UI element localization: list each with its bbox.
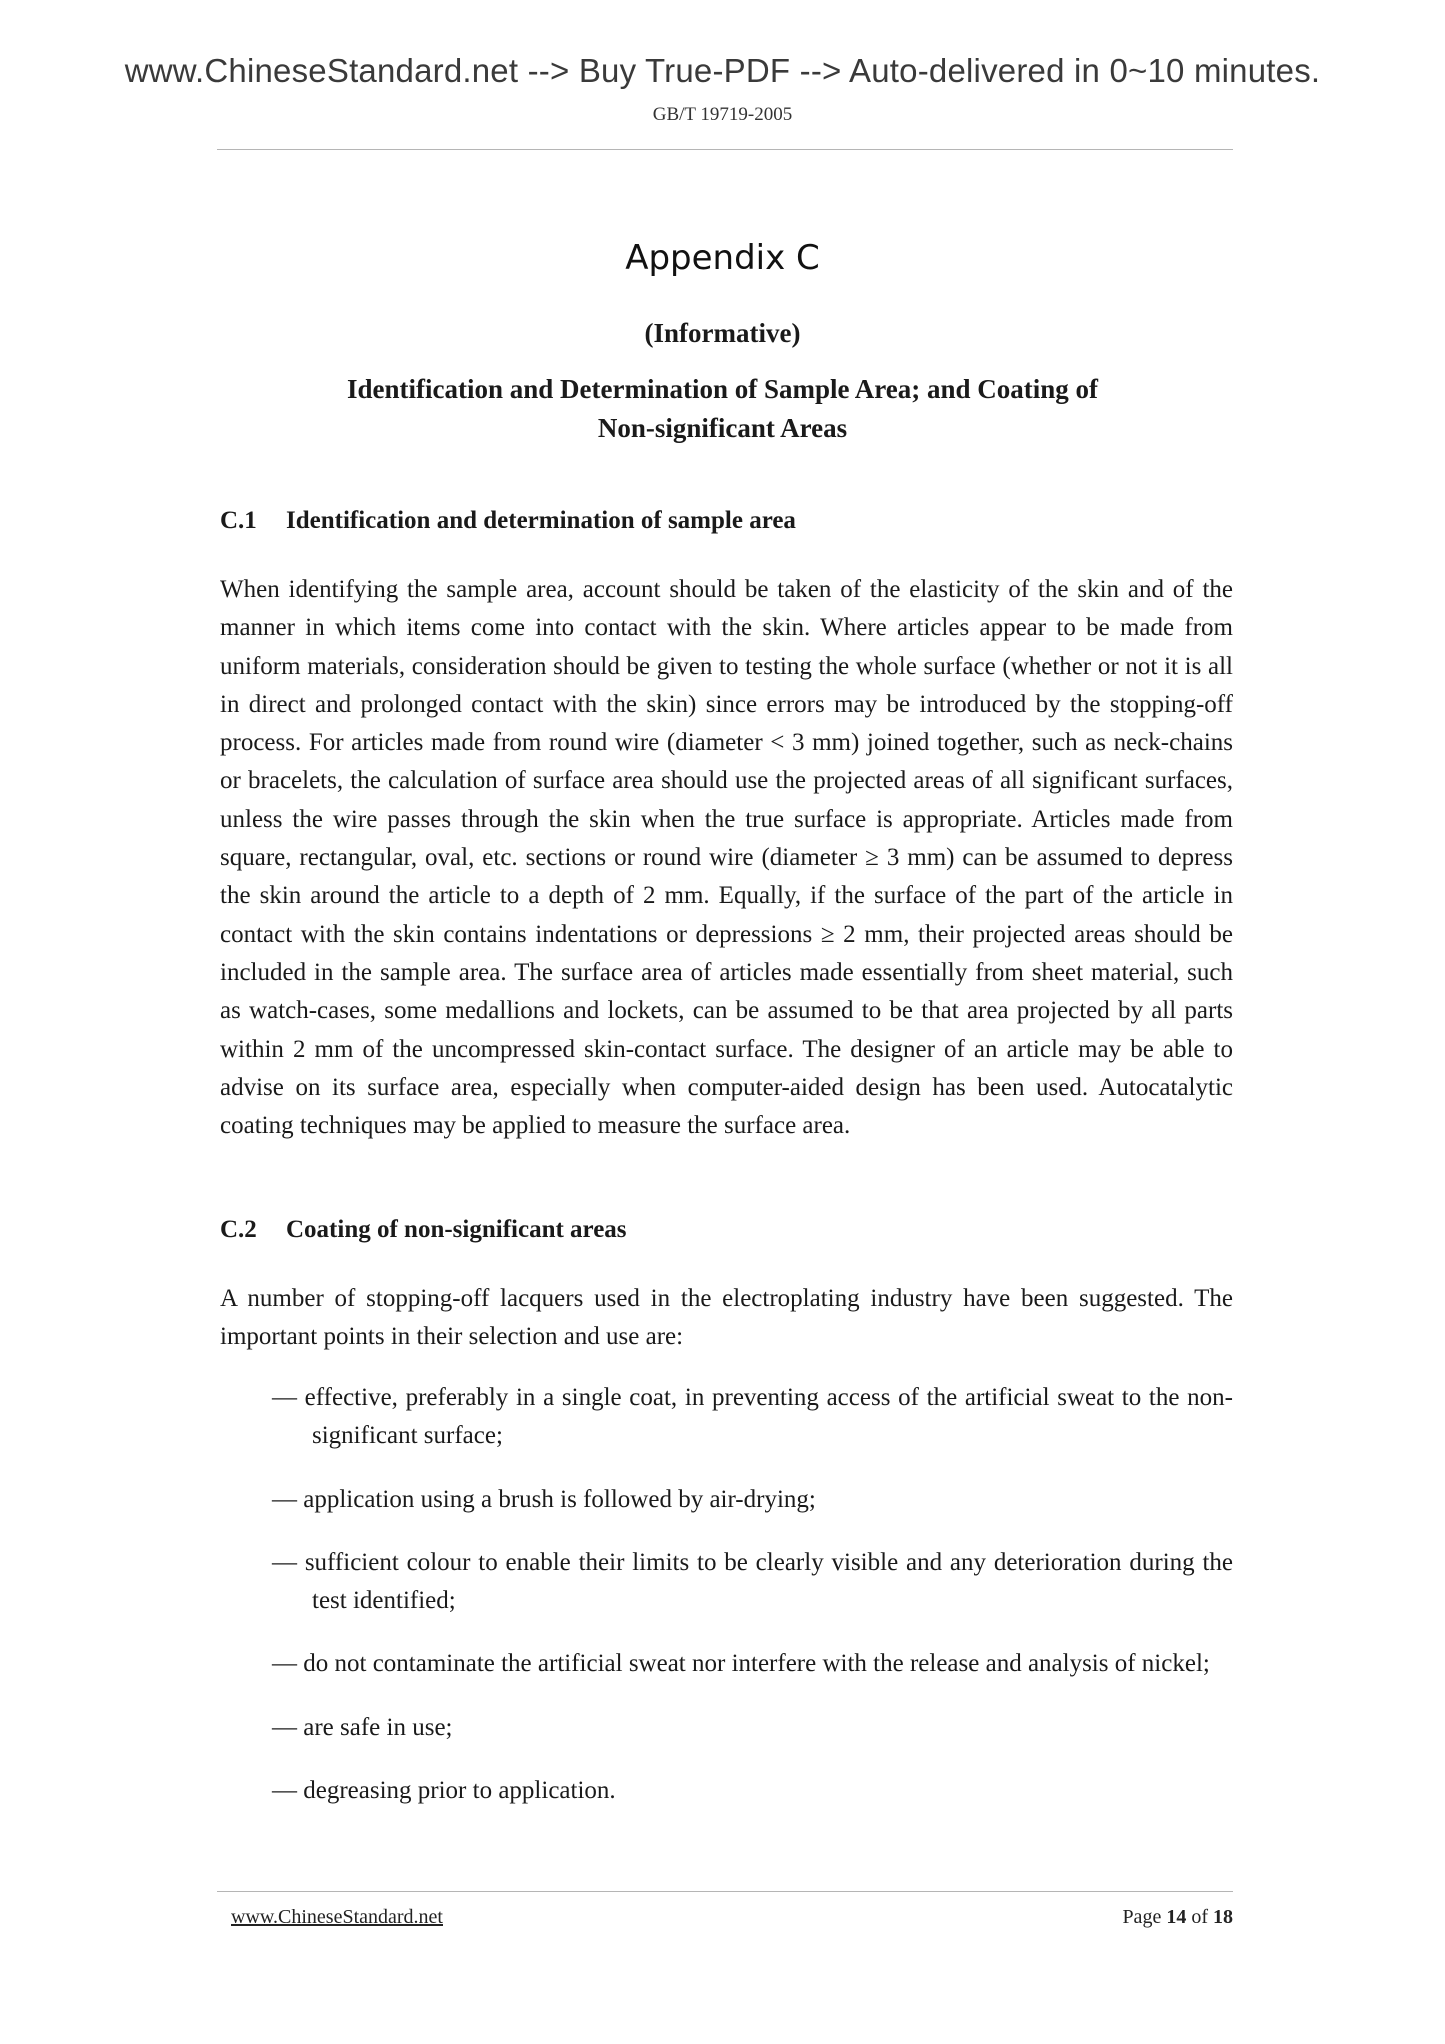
section-c2-paragraph: A number of stopping-off lacquers used in the electroplating industry have been suggested. The important points in their selection and use are: xyxy=(220,1285,1233,1351)
footer-website-link[interactable]: www.ChineseStandard.net xyxy=(231,1906,443,1928)
page-current: 14 xyxy=(1166,1906,1187,1928)
lacquer-requirements-list xyxy=(272,1379,1233,1835)
list-item: — degreasing prior to application. xyxy=(272,1777,616,1805)
section-c1-paragraph: When identifying the sample area, account should be taken of the elasticity of the skin and of the manner in which items come into contact with the skin. Where articles appear to be made from uniform materials, consideration should be given to testing the whole surface (whether or not it is all in direct and prolonged contact with the skin) since errors may be introduced by the stopping-off process. For articles made from round wire (diameter < 3 mm) joined together, such as neck-chains or bracelets, the calculation of surface area should use the projected areas of all significant surfaces, unless the wire passes through the skin when the true surface is appropriate. Articles made from square, rectangular, oval, etc. sections or round wire (diameter ≥ 3 mm) can be assumed to depress the skin around the article to a depth of 2 mm. Equally, if the surface of the part of the article in contact with the skin contains indentations or depressions ≥ 2 mm, their projected areas should be included in the sample area. The surface area of articles made essentially from sheet material, such as watch-cases, some medallions and lockets, can be assumed to be that area projected by all parts within 2 mm of the uncompressed skin-contact surface. The designer of an article may be able to advise on its surface area, especially when computer-aided design has been used. Autocatalytic coating techniques may be applied to measure the surface area. xyxy=(220,576,1233,1140)
section-c1-number: C.1 xyxy=(220,507,257,534)
footer-divider xyxy=(217,1891,1233,1892)
page-number xyxy=(1122,1906,1233,1929)
section-c1-title: Identification and determination of sample area xyxy=(286,507,796,534)
page-label: Page xyxy=(1122,1906,1162,1928)
list-item: — sufficient colour to enable their limits to be clearly visible and any deterioration during the test identified; xyxy=(272,1548,1233,1615)
purchase-banner: www.ChineseStandard.net --> Buy True-PDF --> Auto-delivered in 0~10 minutes. xyxy=(124,52,1321,89)
section-c1-heading xyxy=(220,507,796,535)
page-total: 18 xyxy=(1213,1906,1233,1928)
list-item: — application using a brush is followed by air-drying; xyxy=(272,1485,816,1513)
section-c2-title: Coating of non-significant areas xyxy=(286,1216,627,1243)
informative-label: (Informative) xyxy=(644,318,801,348)
list-item: — are safe in use; xyxy=(272,1713,453,1741)
header-divider xyxy=(217,149,1233,150)
list-item: — do not contaminate the artificial sweat nor interfere with the release and analysis of nickel; xyxy=(272,1650,1210,1678)
section-c2-heading xyxy=(220,1216,627,1244)
list-item: — effective, preferably in a single coat, in preventing access of the artificial sweat to the non-significant surface; xyxy=(272,1384,1233,1450)
page-of: of xyxy=(1191,1906,1208,1928)
document-title xyxy=(280,370,1165,448)
document-title-line-1: Identification and Determination of Sample Area; and Coating of xyxy=(346,374,1098,404)
appendix-title: Appendix C xyxy=(625,238,820,278)
section-c2-number: C.2 xyxy=(220,1216,257,1243)
document-title-line-2: Non-significant Areas xyxy=(597,413,848,443)
standard-code: GB/T 19719-2005 xyxy=(652,104,793,125)
